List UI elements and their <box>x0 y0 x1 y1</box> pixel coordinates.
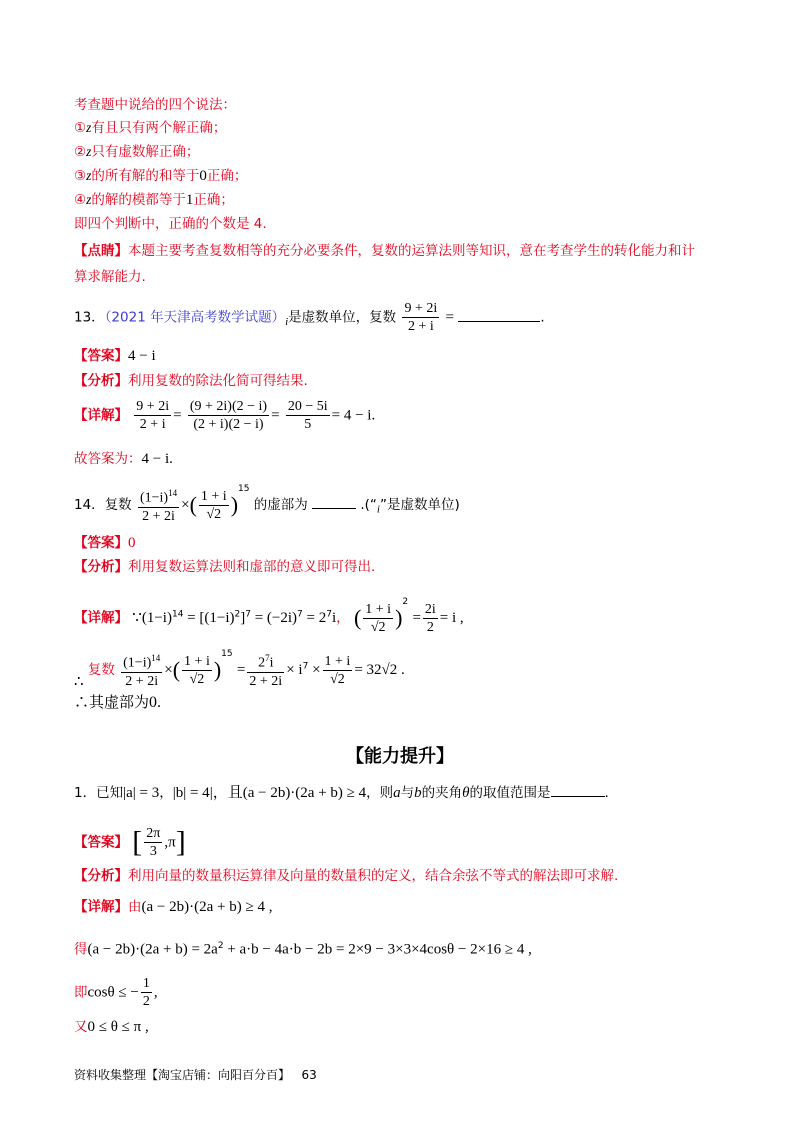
p1-answer: 【答案】 [ $\frac{2\pi}{3}$ ,π] <box>74 825 186 859</box>
prev-line1: 考查题中说给的四个说法： <box>74 97 236 113</box>
q13-source: （2021 年天津高考数学试题） <box>104 309 286 326</box>
q14-analysis: 【分析】利用复数运算法则和虚部的意义即可得出. <box>74 559 376 575</box>
section-title: 【能力提升】 <box>346 746 454 767</box>
dianjing-line1: 【点睛】本题主要考查复数相等的充分必要条件，复数的运算法则等知识，意在考查学生的转化能力和计 <box>74 243 695 259</box>
prev-conclusion: 即四个判断中，正确的个数是 4. <box>74 216 267 232</box>
q14-final: ∴其虚部为0. <box>74 694 162 711</box>
p1-detail-3: 即cosθ ≤ − $\frac{1}{2}$ , <box>74 976 158 1009</box>
q14-detail-1: 【详解】 $\because(1-i)^{14} = [(1-i)^2]^7 = (-2i)^7 = 2^7i$， ( $\frac{1 + i}{√2}$ )$^2$ = $\frac{2i}{2}$ = i , <box>74 597 464 635</box>
p1-detail-4: 又0 ≤ θ ≤ π , <box>74 1019 149 1035</box>
p1-detail-1: 【详解】由(a − 2b)·(2a + b) ≥ 4 , <box>74 899 273 915</box>
answer-blank <box>458 309 540 322</box>
prev-item1: ①z有且只有两个解正确； <box>74 120 227 136</box>
q13-stem: 13．（2021 年天津高考数学试题）$_i$是虚数单位，复数 $\frac{9 + 2i}{2 + i}$ = . <box>74 301 545 334</box>
page-footer: 资料收集整理【淘宝店铺：向阳百分百】 63 <box>74 1068 317 1082</box>
q14-detail-2: ∴ 复数 $\frac{(1-i)^{14}}{2 + 2i}$ ×( $\frac{1 + i}{√2}$ )$^{15}$ = $\frac{2^7i}{2 + 2i}$ × $i^7$ × $\frac{1 + i}{√2}$ = 32√2 . <box>74 649 405 690</box>
q13-fraction: $\frac{9 + 2i}{2 + i}$ <box>404 301 438 334</box>
prev-item3: ③z的所有解的和等于0正确； <box>74 168 248 184</box>
p1-detail-2: 得$(a - 2b)\cdot(2a + b) = 2a^2 + a\cdot b - 4a\cdot b - 2b = 2\times 9 - 3\times 3\times 4\cos\theta - 2\times 16 \ge 4$ , <box>74 941 532 958</box>
q14-stem: 14．复数 $\frac{(1-i)^{14}}{2 + 2i}$ ×( $\frac{1 + i}{√2}$ )$^{15}$ 的虚部为 $.(“_i$”是虚数单位) <box>74 484 460 524</box>
prev-item4: ④z的解的模都等于1正确； <box>74 192 234 208</box>
dianjing-line2: 算求解能力. <box>74 269 146 285</box>
page-number: 63 <box>301 1068 317 1082</box>
answer-blank <box>312 496 356 509</box>
p1-analysis: 【分析】利用向量的数量积运算律及向量的数量积的定义，结合余弦不等式的解法即可求解. <box>74 868 619 884</box>
q14-answer: 【答案】0 <box>74 535 136 551</box>
q13-answer: 【答案】4 − i <box>74 348 156 364</box>
p1-stem: 1．已知|a| = 3，|b| = 4|，且(a − 2b)·(2a + b) ≥ 4，则a与b的夹角θ的取值范围是 . <box>74 785 609 801</box>
q13-final: 故答案为：4 − i. <box>74 451 173 467</box>
q13-detail: 【详解】 $\frac{9 + 2i}{2 + i}$ = $\frac{(9 + 2i)(2 - i)}{(2 + i)(2 - i)}$ = $\frac{20 - 5i}{5}$ = 4 − i. <box>74 399 376 432</box>
q13-analysis: 【分析】利用复数的除法化简可得结果. <box>74 373 308 389</box>
answer-blank <box>551 784 605 797</box>
prev-item2: ②z只有虚数解正确； <box>74 144 200 160</box>
